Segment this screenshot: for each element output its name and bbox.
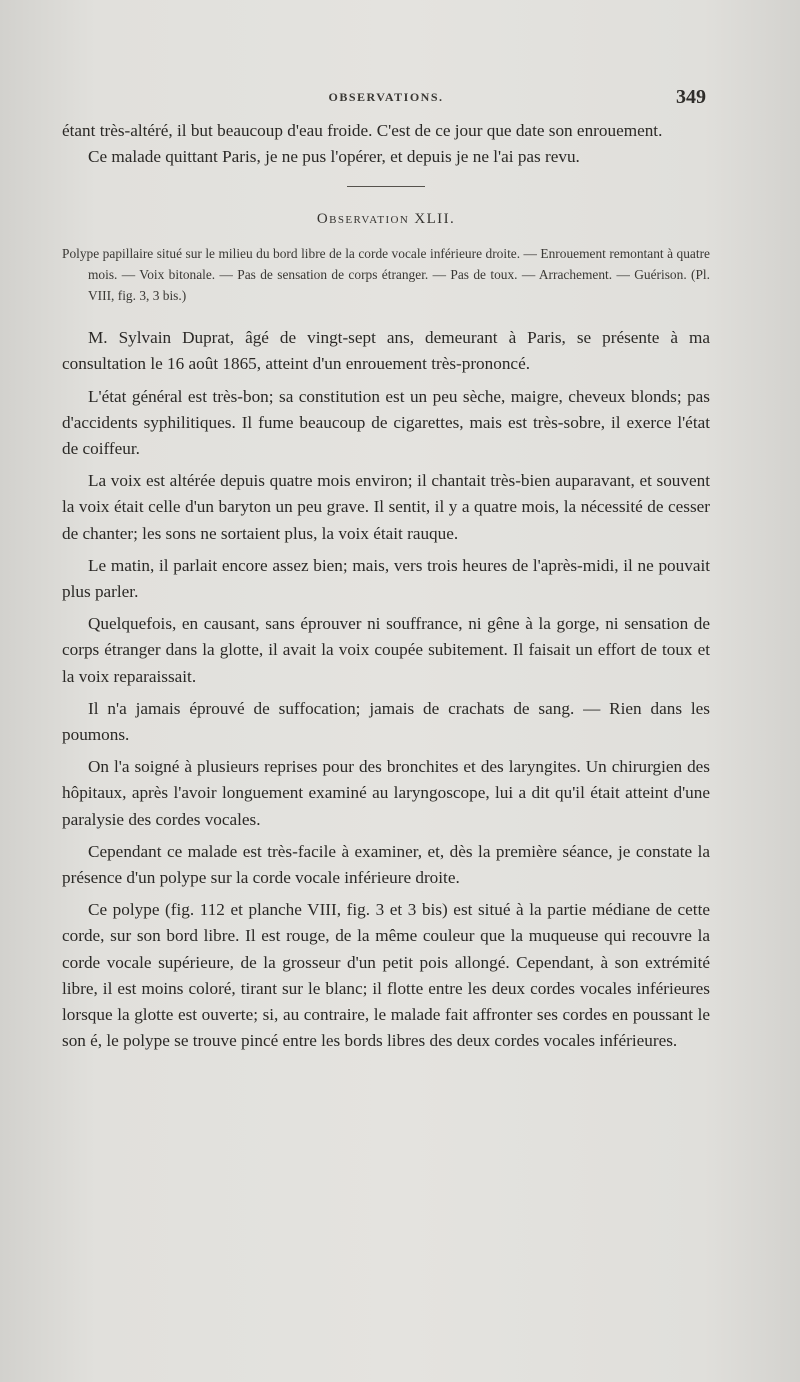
running-title: OBSERVATIONS. [328,90,444,104]
observation-title: Observation XLII. [316,211,456,228]
paragraph: Le matin, il parlait encore assez bien; mais, vers trois heures de l'après-midi, il ne pouvait plus parler. [62,555,710,602]
section-divider [347,186,425,187]
page-number: 349 [676,86,706,108]
paragraph: M. Sylvain Duprat, âgé de vingt-sept ans, demeurant à Paris, se présente à ma consultation le 16 août 1865, atteint d'un enrouement très-prononcé. [62,328,710,374]
paragraph: On l'a soigné à plusieurs reprises pour des bronchites et des laryngites. Un chirurgien des hôpitaux, après l'avoir longuement examiné au laryngoscope, lui a dit qu'il était atteint d'une paralysie des cordes vocales. [62,757,710,829]
paragraph: Cependant ce malade est très-facile à examiner, et, dès la première séance, je constate la présence d'un polype sur la corde vocale inférieure droite. [62,841,710,888]
paragraph: L'état général est très-bon; sa constitution est un peu sèche, maigre, cheveux blonds; pas d'accidents syphilitiques. Il fume beaucoup de cigarettes, mais est très-sobre, il exerce l'état de coiffeur. [62,386,710,458]
observation-summary: Polype papillaire situé sur le milieu du bord libre de la corde vocale inférieure droite. — Enrouement remontant à quatre mois. — Voix bitonale. — Pas de sensation de corps étranger. — Pas de toux. — Arrachement. — Guérison. (Pl. VIII, fig. 3, 3 bis.) [62,246,710,303]
paragraph: Ce polype (fig. 112 et planche VIII, fig. 3 et 3 bis) est situé à la partie médiane de cette corde, sur son bord libre. Il est rouge, de la même couleur que la muqueuse qui recouvre la corde vocale supérieure, de la grosseur d'un petit pois allongé. Cependant, à son extrémité libre, il est moins coloré, tirant sur le blanc; il flotte entre les deux cordes vocales inférieures lorsque la glotte est ouverte; si, au contraire, le malade fait affronter ses cordes en poussant le son é, le polype se trouve pincé entre les bords libres des deux cordes vocales inférieures. [62,900,710,1051]
paragraph: La voix est altérée depuis quatre mois environ; il chantait très-bien auparavant, et souvent la voix était celle d'un baryton un peu grave. Il sentit, il y a quatre mois, la nécessité de cesser de chanter; les sons ne sortaient plus, la voix était rauque. [62,471,710,543]
paragraph: Ce malade quittant Paris, je ne pus l'opérer, et depuis je ne l'ai pas revu. [88,147,580,167]
page-body [62,118,710,1054]
continued-paragraph: étant très-altéré, il but beaucoup d'eau froide. C'est de ce jour que date son enrouement. [62,121,663,140]
paragraph: Quelquefois, en causant, sans éprouver ni souffrance, ni gêne à la gorge, ni sensation de corps étranger dans la glotte, il avait la voix coupée subitement. Il faisait un effort de toux et la voix reparaissait. [62,614,710,686]
paragraph: Il n'a jamais éprouvé de suffocation; jamais de crachats de sang. — Rien dans les poumons. [62,698,710,745]
page-header [60,86,712,112]
